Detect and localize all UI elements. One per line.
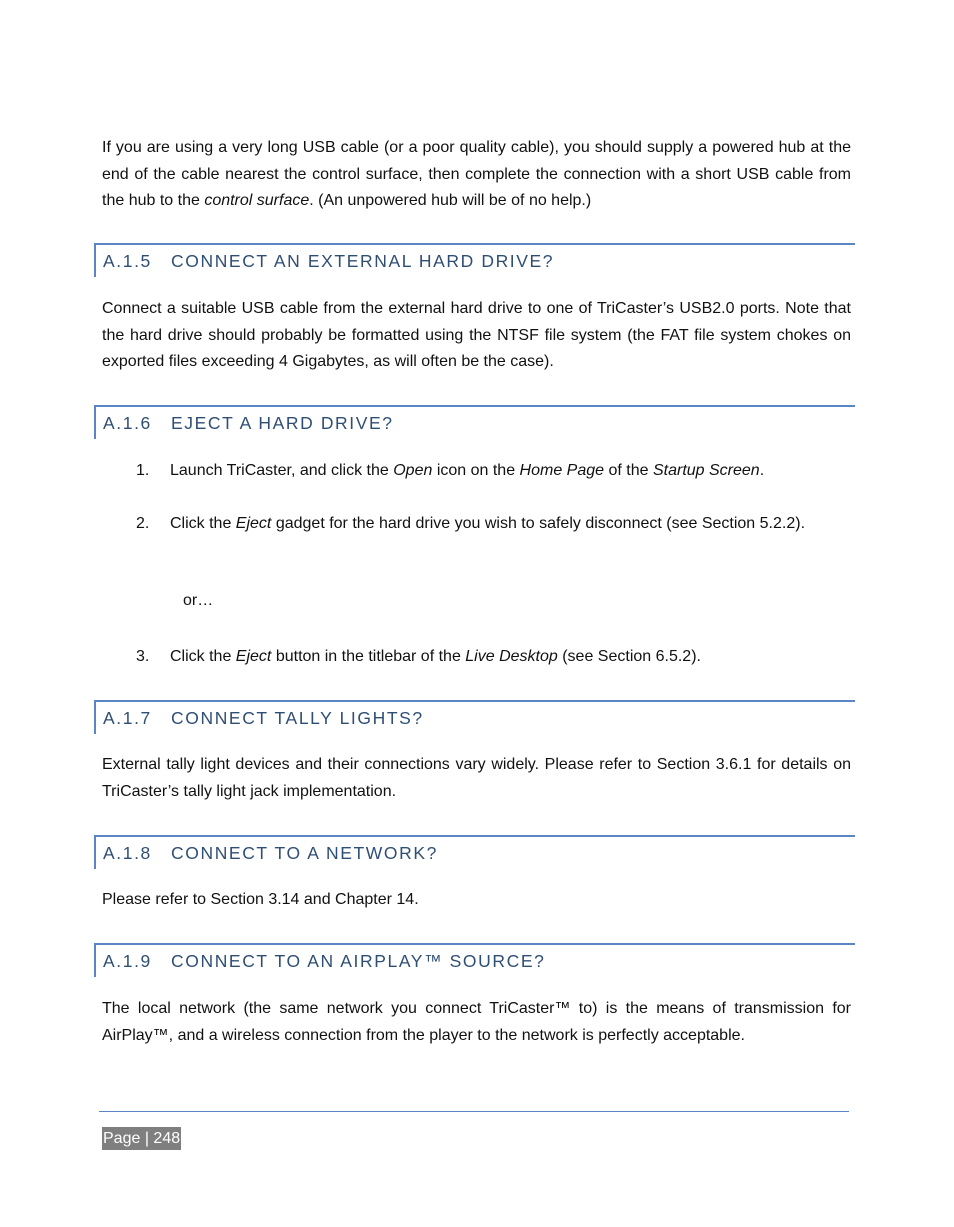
section-title: CONNECT TO A NETWORK? [171, 843, 438, 863]
list-text: Click the Eject gadget for the hard drive you wish to safely disconnect (see Section 5.2.2). [170, 515, 806, 532]
or-separator: or… [183, 592, 214, 609]
section-body-a117: External tally light devices and their connections vary widely. Please refer to Section 3.6.1 for details on TriCaster’s tally light jack implementation. [102, 756, 851, 800]
list-text: Click the Eject button in the titlebar of the Live Desktop (see Section 6.5.2). [170, 648, 701, 665]
page-number-badge: Page | 248 [102, 1127, 181, 1150]
section-number: A.1.5 [103, 251, 152, 271]
list-number: 3. [136, 648, 150, 665]
section-title: CONNECT TO AN AIRPLAY™ SOURCE? [171, 951, 546, 971]
intro-emphasis: control surface [204, 192, 310, 209]
section-number: A.1.7 [103, 708, 152, 728]
section-body-a118: Please refer to Section 3.14 and Chapter 14. [102, 891, 419, 908]
footer-rule [99, 1111, 849, 1112]
section-title: CONNECT TALLY LIGHTS? [171, 708, 424, 728]
section-number: A.1.8 [103, 843, 152, 863]
section-title: EJECT A HARD DRIVE? [171, 413, 394, 433]
list-number: 1. [136, 462, 150, 479]
intro-text-2: . (An unpowered hub will be of no help.) [309, 192, 592, 209]
section-title: CONNECT AN EXTERNAL HARD DRIVE? [171, 251, 555, 271]
section-heading-a115 [94, 243, 855, 277]
section-heading-a119 [94, 943, 855, 977]
section-body-a115: Connect a suitable USB cable from the external hard drive to one of TriCaster’s USB2.0 ports. Note that the hard drive should probably be formatted using the NTSF file system (the FAT file system chokes on exported files exceeding 4 Gigabytes, as will often be the case). [102, 300, 851, 370]
list-number: 2. [136, 515, 150, 532]
section-heading-a117 [94, 700, 855, 734]
section-heading-a116 [94, 405, 855, 439]
section-heading-a118 [94, 835, 855, 869]
intro-text-1: If you are using a very long USB cable (or a poor quality cable), you should supply a powered hub at the end of the cable nearest the control surface, then complete the connection with a short USB cable from the hub to the [102, 139, 851, 209]
section-body-a119: The local network (the same network you connect TriCaster™ to) is the means of transmission for AirPlay™, and a wireless connection from the player to the network is perfectly acceptable. [102, 1000, 851, 1044]
list-text: Launch TriCaster, and click the Open icon on the Home Page of the Startup Screen. [170, 462, 765, 479]
section-number: A.1.6 [103, 413, 152, 433]
intro-paragraph [102, 135, 851, 215]
section-number: A.1.9 [103, 951, 152, 971]
